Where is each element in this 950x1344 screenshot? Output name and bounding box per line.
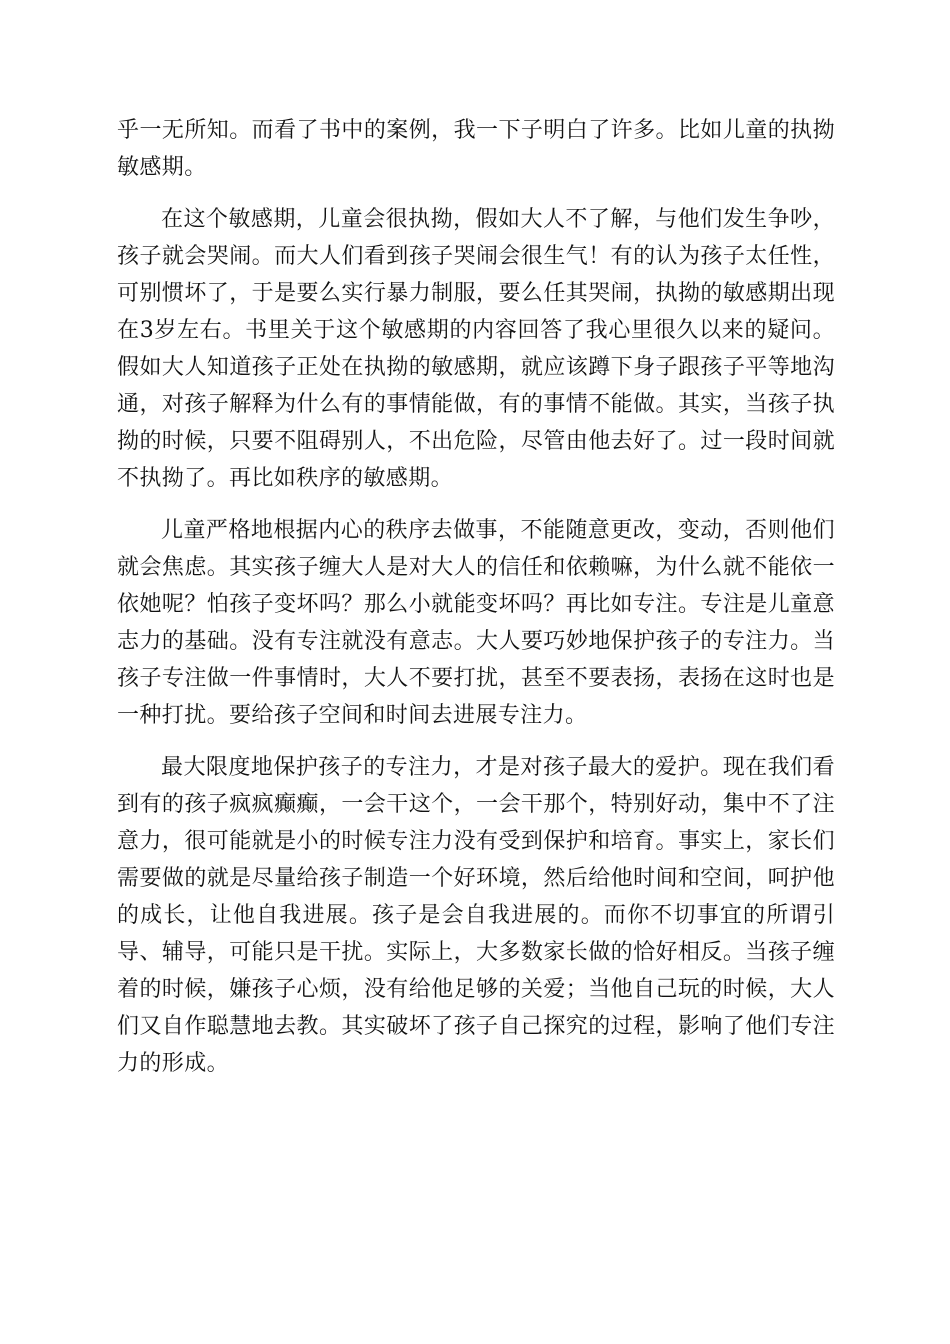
paragraph-stubborn-sensitive-period: 在这个敏感期，儿童会很执拗，假如大人不了解，与他们发生争吵，孩子就会哭闹。而大人们看到孩子哭闹会很生气！有的认为孩子太任性，可别惯坏了，于是要么实行暴力制服，要么任其哭闹，执拗的敏感期出现在3岁左右。书里关于这个敏感期的内容回答了我心里很久以来的疑问。假如大人知道孩子正处在执拗的敏感期，就应该蹲下身子跟孩子平等地沟通，对孩子解释为什么有的事情能做，有的事情不能做。其实，当孩子执拗的时候，只要不阻碍别人，不出危险，尽管由他去好了。过一段时间就不执拗了。再比如秩序的敏感期。 (117, 207, 835, 491)
paragraph-continuation: 乎一无所知。而看了书中的案例，我一下子明白了许多。比如儿童的执拗敏感期。 (117, 118, 835, 180)
paragraph-protect-concentration: 最大限度地保护孩子的专注力，才是对孩子最大的爱护。现在我们看到有的孩子疯疯癫癫，一会干这个，一会干那个，特别好动，集中不了注意力，很可能就是小的时候专注力没有受到保护和培育。事实上，家长们需要做的就是尽量给孩子制造一个好环境，然后给他时间和空间，呵护他的成长，让他自我进展。孩子是会自我进展的。而你不切事宜的所谓引导、辅导，可能只是干扰。实际上，大多数家长做的恰好相反。当孩子缠着的时候，嫌孩子心烦，没有给他足够的关爱；当他自己玩的时候，大人们又自作聪慧地去教。其实破坏了孩子自己探究的过程，影响了他们专注力的形成。 (117, 755, 835, 1076)
document-body (117, 112, 835, 1097)
paragraph-order-sensitive-period: 儿童严格地根据内心的秩序去做事，不能随意更改，变动，否则他们就会焦虑。其实孩子缠大人是对大人的信任和依赖嘛，为什么就不能依一依她呢？怕孩子变坏吗？那么小就能变坏吗？再比如专注。专注是儿童意志力的基础。没有专注就没有意志。大人要巧妙地保护孩子的专注力。当孩子专注做一件事情时，大人不要打扰，甚至不要表扬，表扬在这时也是一种打扰。要给孩子空间和时间去进展专注力。 (117, 518, 835, 728)
